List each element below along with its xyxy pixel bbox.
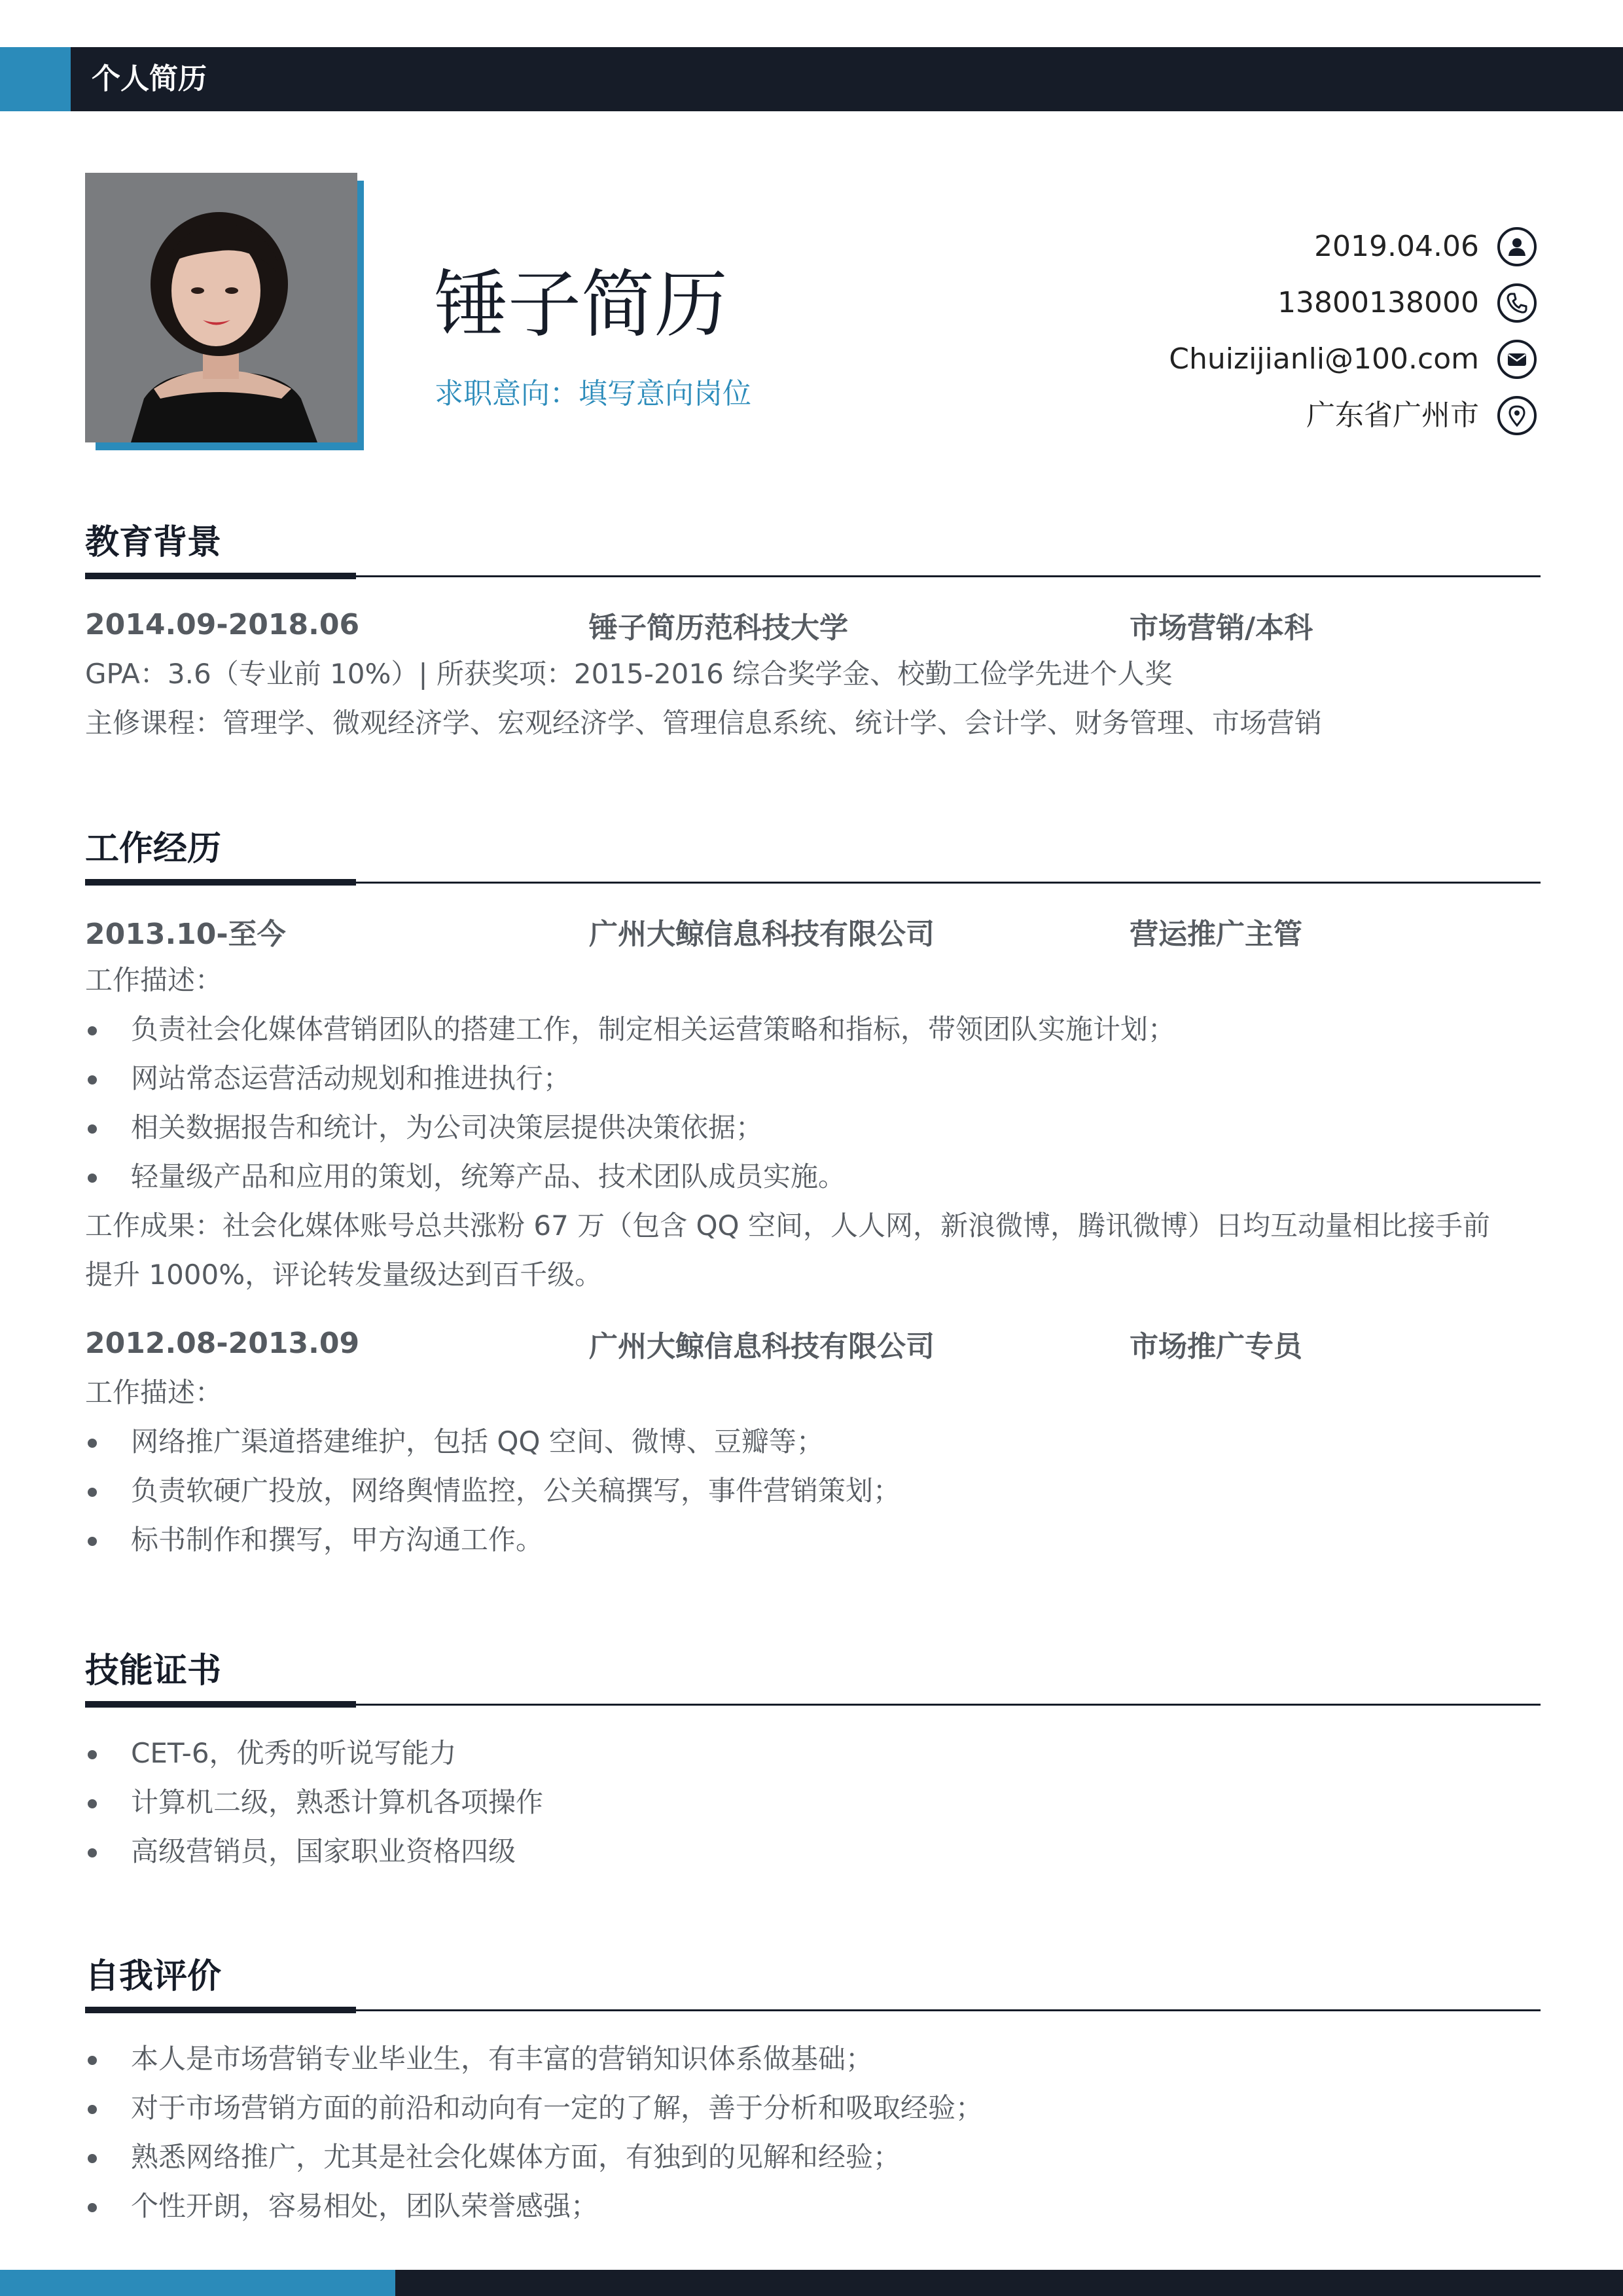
job-period: 2013.10-至今 bbox=[85, 917, 286, 951]
job-company: 广州大鲸信息科技有限公司 bbox=[589, 1329, 935, 1363]
person-icon bbox=[1497, 227, 1537, 266]
email-text: Chuizijianli@100.com bbox=[1169, 342, 1479, 376]
section-divider bbox=[85, 2007, 1541, 2015]
skill-item: 计算机二级，熟悉计算机各项操作 bbox=[85, 1778, 1541, 1827]
work-section bbox=[85, 829, 1541, 1564]
job-company: 广州大鲸信息科技有限公司 bbox=[589, 917, 935, 951]
job-bullet: 轻量级产品和应用的策划，统筹产品、技术团队成员实施。 bbox=[85, 1152, 1541, 1201]
section-divider bbox=[85, 879, 1541, 887]
job-desc-label: 工作描述： bbox=[85, 964, 223, 996]
job-entry-header bbox=[85, 906, 1541, 956]
skills-section-title: 技能证书 bbox=[85, 1651, 222, 1691]
resume-header-title: 个人简历 bbox=[92, 62, 207, 96]
contact-row-email bbox=[948, 331, 1537, 387]
section-divider bbox=[85, 573, 1541, 581]
job-bullet: 相关数据报告和统计，为公司决策层提供决策依据； bbox=[85, 1103, 1541, 1152]
birthdate-text: 2019.04.06 bbox=[1314, 230, 1479, 263]
skill-item: 高级营销员，国家职业资格四级 bbox=[85, 1827, 1541, 1876]
job-period: 2012.08-2013.09 bbox=[85, 1327, 360, 1360]
self-eval-item: 个性开朗，容易相处，团队荣誉感强； bbox=[85, 2181, 1541, 2231]
section-divider bbox=[85, 1701, 1541, 1709]
education-section-title: 教育背景 bbox=[85, 523, 222, 562]
self-eval-item: 对于市场营销方面的前沿和动向有一定的了解，善于分析和吸取经验； bbox=[85, 2083, 1541, 2132]
education-courses-line: 主修课程：管理学、微观经济学、宏观经济学、管理信息系统、统计学、会计学、财务管理、市场营销 bbox=[85, 707, 1323, 739]
work-section-title: 工作经历 bbox=[85, 829, 222, 869]
job-bullet: 负责社会化媒体营销团队的搭建工作，制定相关运营策略和指标，带领团队实施计划； bbox=[85, 1005, 1541, 1054]
bottom-banner-accent bbox=[0, 2270, 395, 2296]
education-gpa-line: GPA：3.6（专业前 10%）| 所获奖项：2015-2016 综合奖学金、校勤工俭学先进个人奖 bbox=[85, 658, 1173, 690]
mail-icon bbox=[1497, 340, 1537, 379]
self-evaluation-section bbox=[85, 1957, 1541, 2231]
job-role: 市场推广专员 bbox=[1130, 1329, 1302, 1363]
skills-section bbox=[85, 1651, 1541, 1876]
job-bullet: 标书制作和撰写，甲方沟通工作。 bbox=[85, 1515, 1541, 1564]
job-result-line: 提升 1000%，评论转发量级达到百千级。 bbox=[85, 1259, 603, 1291]
job-bullet: 负责软硬广投放，网络舆情监控，公关稿撰写，事件营销策划； bbox=[85, 1466, 1541, 1515]
phone-icon bbox=[1497, 283, 1537, 323]
location-text: 广东省广州市 bbox=[1306, 399, 1479, 432]
education-period: 2014.09-2018.06 bbox=[85, 608, 360, 641]
education-entry-header bbox=[85, 600, 1541, 649]
education-school: 锤子简历范科技大学 bbox=[589, 611, 848, 645]
job-result-line: 工作成果：社会化媒体账号总共涨粉 67 万（包含 QQ 空间，人人网，新浪微博，腾讯微博）日均互动量相比接手前 bbox=[85, 1210, 1490, 1242]
top-banner bbox=[0, 47, 1623, 111]
job-bullet: 网络推广渠道搭建维护，包括 QQ 空间、微博、豆瓣等； bbox=[85, 1417, 1541, 1466]
profile-photo bbox=[85, 173, 357, 442]
bottom-banner bbox=[0, 2270, 1623, 2296]
contact-row-location bbox=[948, 387, 1537, 444]
contact-row-birthdate bbox=[948, 219, 1537, 275]
education-major: 市场营销/本科 bbox=[1130, 611, 1313, 645]
contact-row-phone bbox=[948, 275, 1537, 331]
job-intent: 求职意向：填写意向岗位 bbox=[435, 377, 751, 410]
candidate-name: 锤子简历 bbox=[435, 262, 728, 348]
skill-item: CET-6，优秀的听说写能力 bbox=[85, 1729, 1541, 1778]
phone-text: 13800138000 bbox=[1277, 286, 1479, 319]
top-banner-accent bbox=[0, 47, 71, 111]
location-icon bbox=[1497, 396, 1537, 435]
education-section bbox=[85, 523, 1541, 747]
job-role: 营运推广主管 bbox=[1130, 917, 1302, 951]
contact-info bbox=[948, 219, 1537, 444]
self-eval-item: 熟悉网络推广，尤其是社会化媒体方面，有独到的见解和经验； bbox=[85, 2132, 1541, 2181]
job-entry-header bbox=[85, 1319, 1541, 1368]
self-eval-item: 本人是市场营销专业毕业生，有丰富的营销知识体系做基础； bbox=[85, 2034, 1541, 2083]
self-evaluation-section-title: 自我评价 bbox=[85, 1957, 222, 1996]
job-bullet: 网站常态运营活动规划和推进执行； bbox=[85, 1054, 1541, 1103]
job-desc-label: 工作描述： bbox=[85, 1376, 223, 1408]
